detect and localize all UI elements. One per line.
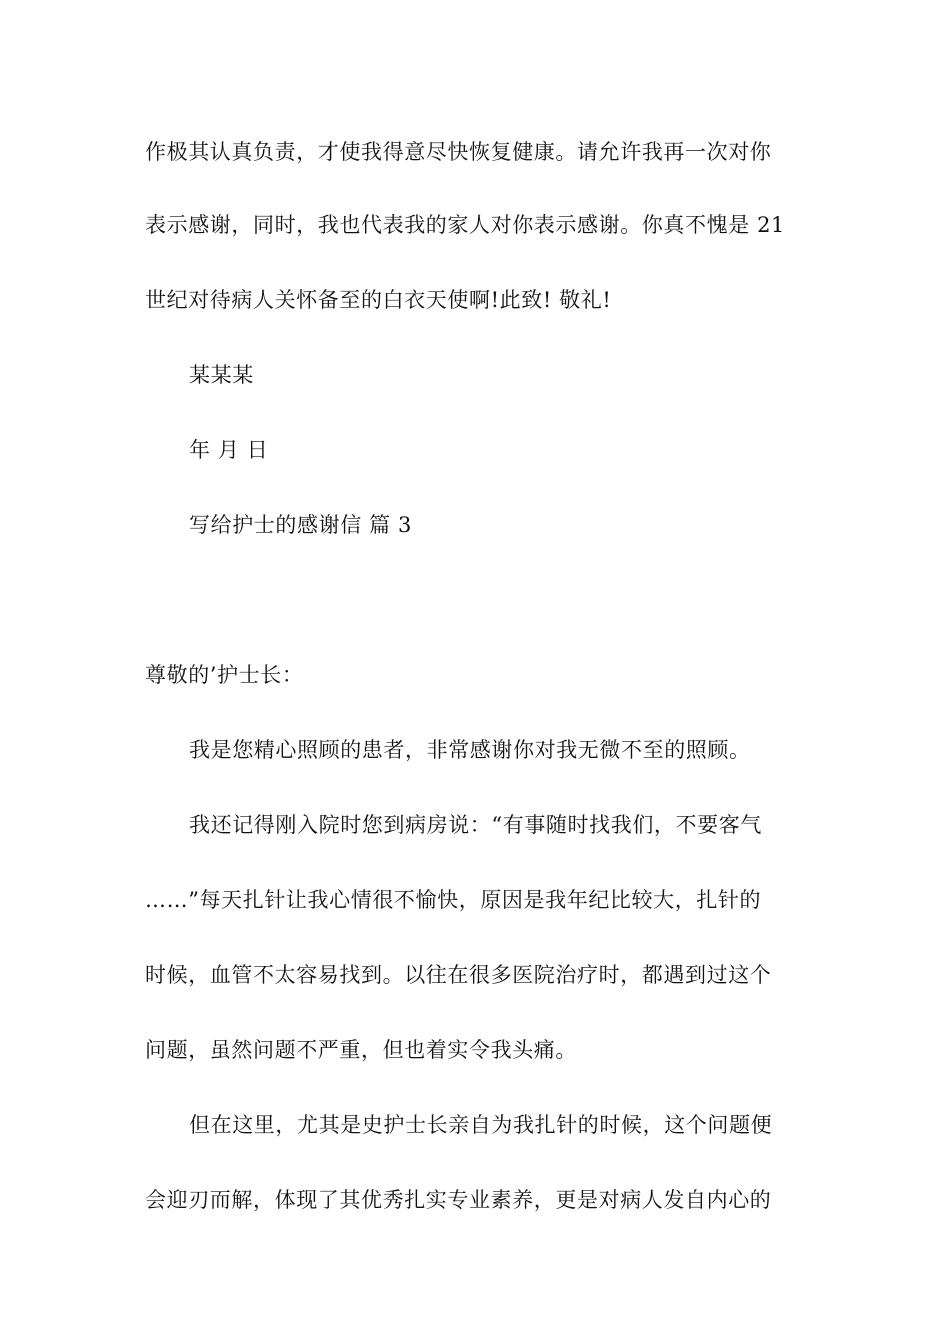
paragraph-line-4: 我是您精心照顾的患者，非常感谢你对我无微不至的照顾。 [189, 738, 751, 762]
paragraph-line-2: 表示感谢，同时，我也代表我的家人对你表示感谢。你真不愧是 21 [145, 213, 785, 237]
paragraph-line-1: 作极其认真负责，才使我得意尽快恢复健康。请允许我再一次对你 [145, 140, 772, 164]
paragraph-line-5: 我还记得刚入院时您到病房说：“有事随时找我们，不要客气 [189, 813, 762, 837]
paragraph-line-10: 会迎刃而解，体现了其优秀扎实专业素养，更是对病人发自内心的 [145, 1188, 772, 1212]
signature-date: 年 月 日 [189, 438, 269, 462]
paragraph-line-7: 时候，血管不太容易找到。以往在很多医院治疗时，都遇到过这个 [145, 963, 772, 987]
paragraph-line-9: 但在这里，尤其是史护士长亲自为我扎针的时候，这个问题便 [189, 1113, 773, 1137]
paragraph-line-3: 世纪对待病人关怀备至的白衣天使啊!此致! 敬礼! [145, 288, 612, 312]
paragraph-line-8: 问题，虽然问题不严重，但也着实令我头痛。 [145, 1038, 577, 1062]
salutation: 尊敬的’护士长： [145, 663, 304, 687]
section-heading: 写给护士的感谢信 篇 3 [189, 513, 412, 537]
paragraph-line-6: ……”每天扎针让我心情很不愉快，原因是我年纪比较大，扎针的 [145, 888, 762, 912]
signature-name: 某某某 [189, 363, 254, 387]
